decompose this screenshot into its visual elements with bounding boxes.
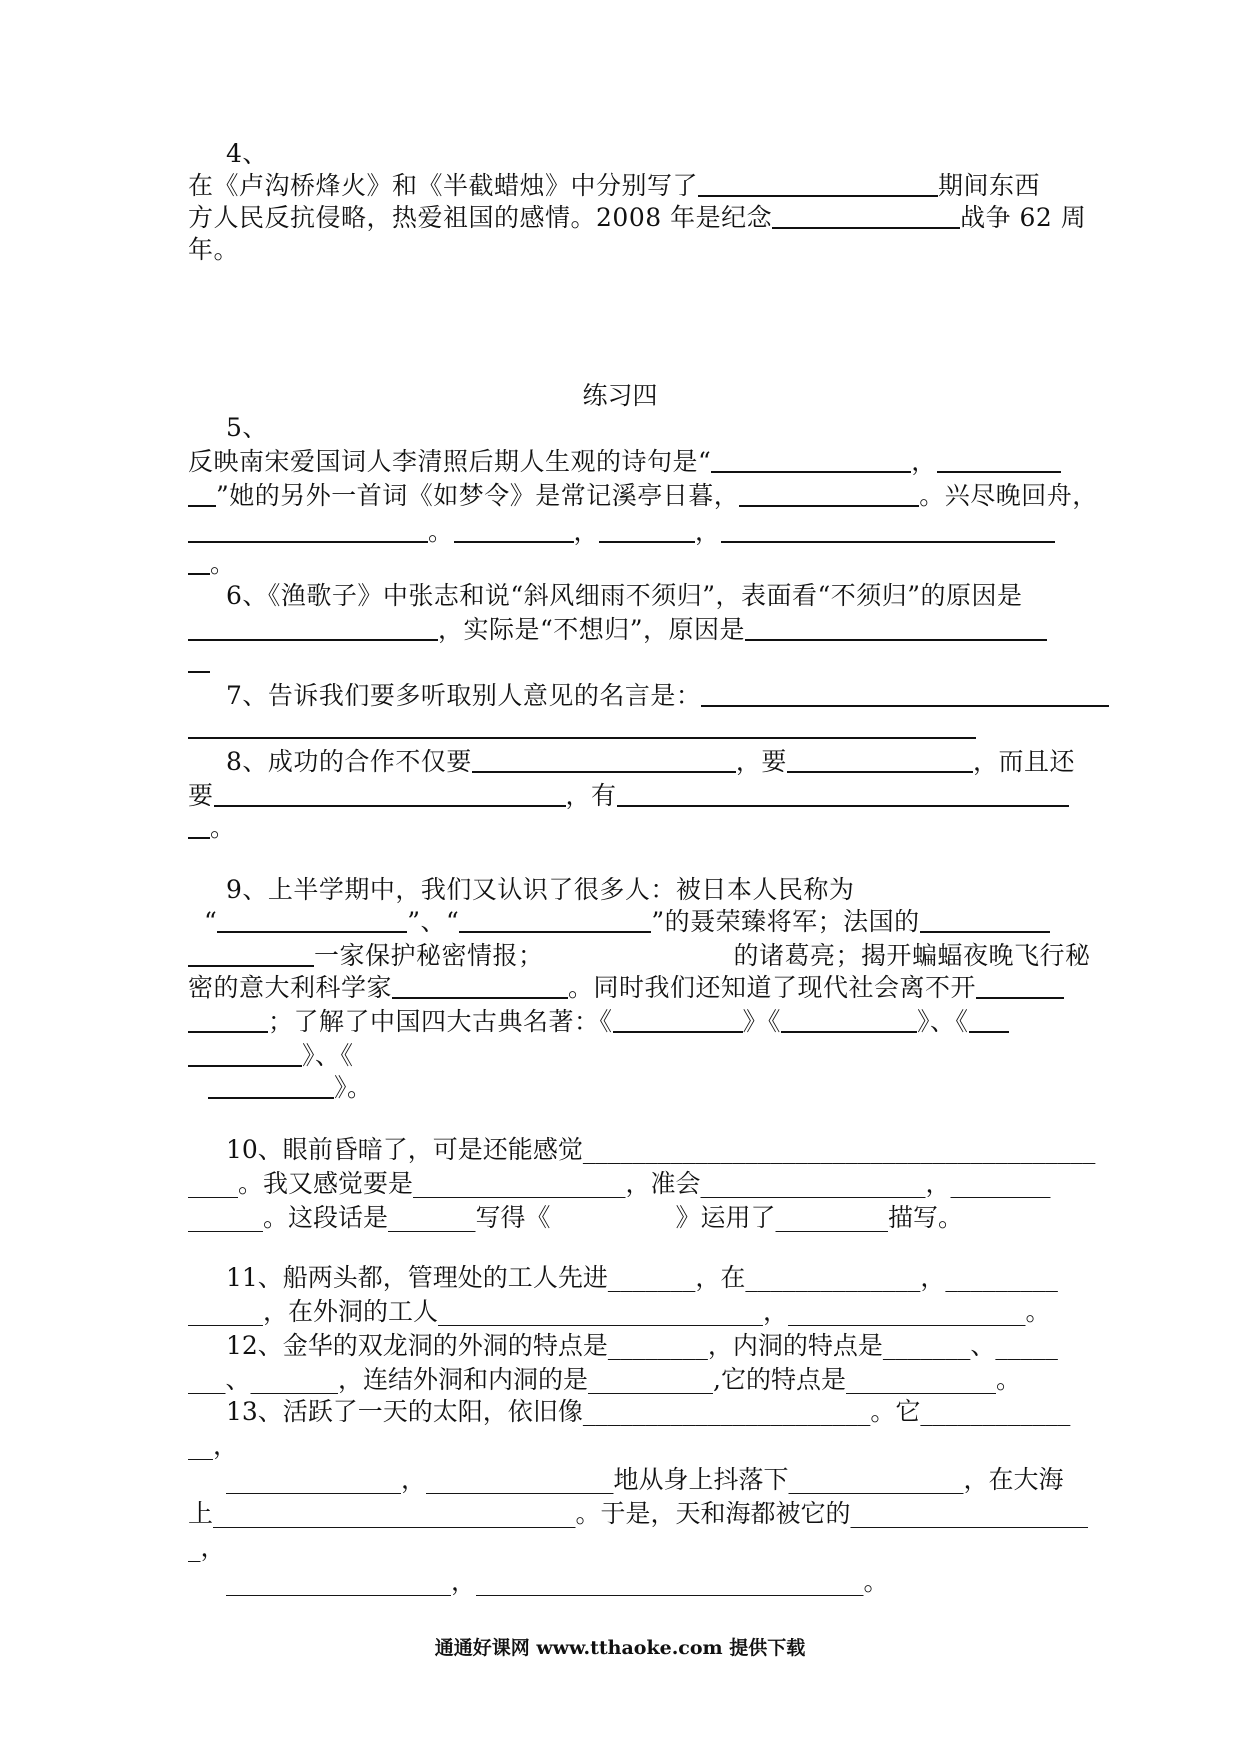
q4-line-2: 方人民反抗侵略，热爱祖国的感情。2008 年是纪念 战争 62 周 bbox=[188, 203, 1087, 232]
q11-line-2: ______，在外洞的工人__________________________，___________________。 bbox=[188, 1297, 1051, 1326]
blank[interactable] bbox=[188, 549, 210, 575]
blank[interactable] bbox=[188, 647, 210, 673]
blank[interactable] bbox=[613, 1007, 743, 1033]
blank[interactable] bbox=[599, 517, 695, 543]
blank[interactable] bbox=[188, 941, 314, 967]
blank[interactable] bbox=[188, 481, 216, 507]
section-title: 练习四 bbox=[582, 381, 658, 410]
blank[interactable] bbox=[188, 517, 428, 543]
q6-line-3 bbox=[188, 646, 210, 678]
blank[interactable] bbox=[392, 973, 568, 999]
q4-line-3: 年。 bbox=[188, 235, 240, 264]
q9-line-7: 》。 bbox=[208, 1072, 373, 1104]
q13-line-5: _， bbox=[188, 1533, 226, 1562]
blank[interactable] bbox=[711, 447, 911, 473]
blank[interactable] bbox=[454, 517, 574, 543]
q8-line-2: 要 ，有 bbox=[188, 780, 1069, 812]
blank[interactable] bbox=[208, 1073, 334, 1099]
blank[interactable] bbox=[188, 713, 976, 739]
q5-line-3: 。 ， ， bbox=[188, 516, 1055, 548]
q13-line-6: __________________，_______________________________。 bbox=[226, 1567, 889, 1596]
blank[interactable] bbox=[698, 171, 938, 197]
blank[interactable] bbox=[976, 973, 1064, 999]
q5-line-2: ”她的另外一首词《如梦令》是常记溪亭日暮， 。兴尽晚回舟， bbox=[188, 480, 1098, 512]
q9-line-1: 9、上半学期中，我们又认识了很多人：被日本人民称为 bbox=[226, 875, 855, 904]
q9-line-3: 一家保护秘密情报； 的诸葛亮；揭开蝙蝠夜晚飞行秘 bbox=[188, 940, 1091, 972]
blank[interactable] bbox=[188, 1041, 302, 1067]
q4-number: 4、 bbox=[226, 139, 268, 168]
q6-line-2: ，实际是“不想归”，原因是 bbox=[188, 614, 1047, 646]
q12-line-2: ___、_______，连结外洞和内洞的是__________,它的特点是____________。 bbox=[188, 1365, 1021, 1394]
blank[interactable] bbox=[217, 907, 407, 933]
blank[interactable] bbox=[739, 481, 919, 507]
blank[interactable] bbox=[188, 813, 210, 839]
q10-line-3: ______。这段话是_______写得《 》运用了_________描写。 bbox=[188, 1203, 964, 1232]
q9-line-6: 》、《 bbox=[188, 1040, 354, 1072]
q9-line-4: 密的意大利科学家 。同时我们还知道了现代社会离不开 bbox=[188, 972, 1064, 1004]
q5-number: 5、 bbox=[226, 413, 268, 442]
blank[interactable] bbox=[920, 907, 1050, 933]
q5-line-1: 反映南宋爱国词人李清照后期人生观的诗句是“ ， bbox=[188, 446, 1061, 478]
q7-line-1: 7、告诉我们要多听取别人意见的名言是： bbox=[226, 680, 1109, 712]
q6-line-1: 6、《渔歌子》中张志和说“斜风细雨不须归”，表面看“不须归”的原因是 bbox=[226, 581, 1023, 610]
q12-line-1: 12、金华的双龙洞的外洞的特点是________，内洞的特点是_______、_____ bbox=[226, 1331, 1058, 1360]
blank[interactable] bbox=[472, 747, 736, 773]
q9-line-2: “ ”、“ ”的聂荣臻将军；法国的 bbox=[204, 906, 1050, 938]
blank[interactable] bbox=[745, 615, 1047, 641]
q10-line-2: ____。我又感觉要是_________________，准会__________________，________ bbox=[188, 1169, 1051, 1198]
blank[interactable] bbox=[721, 517, 1055, 543]
q13-line-2: __， bbox=[188, 1431, 239, 1460]
blank[interactable] bbox=[459, 907, 651, 933]
q13-line-3: ______________，_______________地从身上抖落下______________，在大海 bbox=[226, 1465, 1064, 1494]
q13-line-1: 13、活跃了一天的太阳，依旧像_______________________。它____________ bbox=[226, 1397, 1071, 1426]
page-footer: 通通好课网 www.tthaoke.com 提供下载 bbox=[434, 1637, 806, 1659]
blank[interactable] bbox=[937, 447, 1061, 473]
blank[interactable] bbox=[781, 1007, 917, 1033]
blank[interactable] bbox=[969, 1007, 1009, 1033]
q13-line-4: 上_____________________________。于是，天和海都被它的___________________ bbox=[188, 1499, 1089, 1528]
q9-line-5: ；了解了中国四大古典名著：《 》《 》、《 bbox=[188, 1006, 1009, 1038]
blank[interactable] bbox=[617, 781, 1069, 807]
q10-line-1: 10、眼前昏暗了，可是还能感觉_________________________________________ bbox=[226, 1135, 1096, 1164]
blank[interactable] bbox=[188, 1007, 268, 1033]
q4-line-1: 在《卢沟桥烽火》和《半截蜡烛》中分别写了 期间东西 bbox=[188, 171, 1041, 200]
q8-line-3: 。 bbox=[188, 812, 236, 844]
blank[interactable] bbox=[701, 681, 1109, 707]
blank[interactable] bbox=[188, 615, 438, 641]
q8-line-1: 8、成功的合作不仅要 ，要 ，而且还 bbox=[226, 747, 1075, 776]
blank[interactable] bbox=[772, 203, 960, 229]
q5-line-4: 。 bbox=[188, 548, 236, 580]
blank[interactable] bbox=[787, 747, 973, 773]
blank[interactable] bbox=[214, 781, 566, 807]
q7-line-2 bbox=[188, 712, 976, 744]
q11-line-1: 11、船两头都，管理处的工人先进_______，在______________，_________ bbox=[226, 1263, 1058, 1292]
